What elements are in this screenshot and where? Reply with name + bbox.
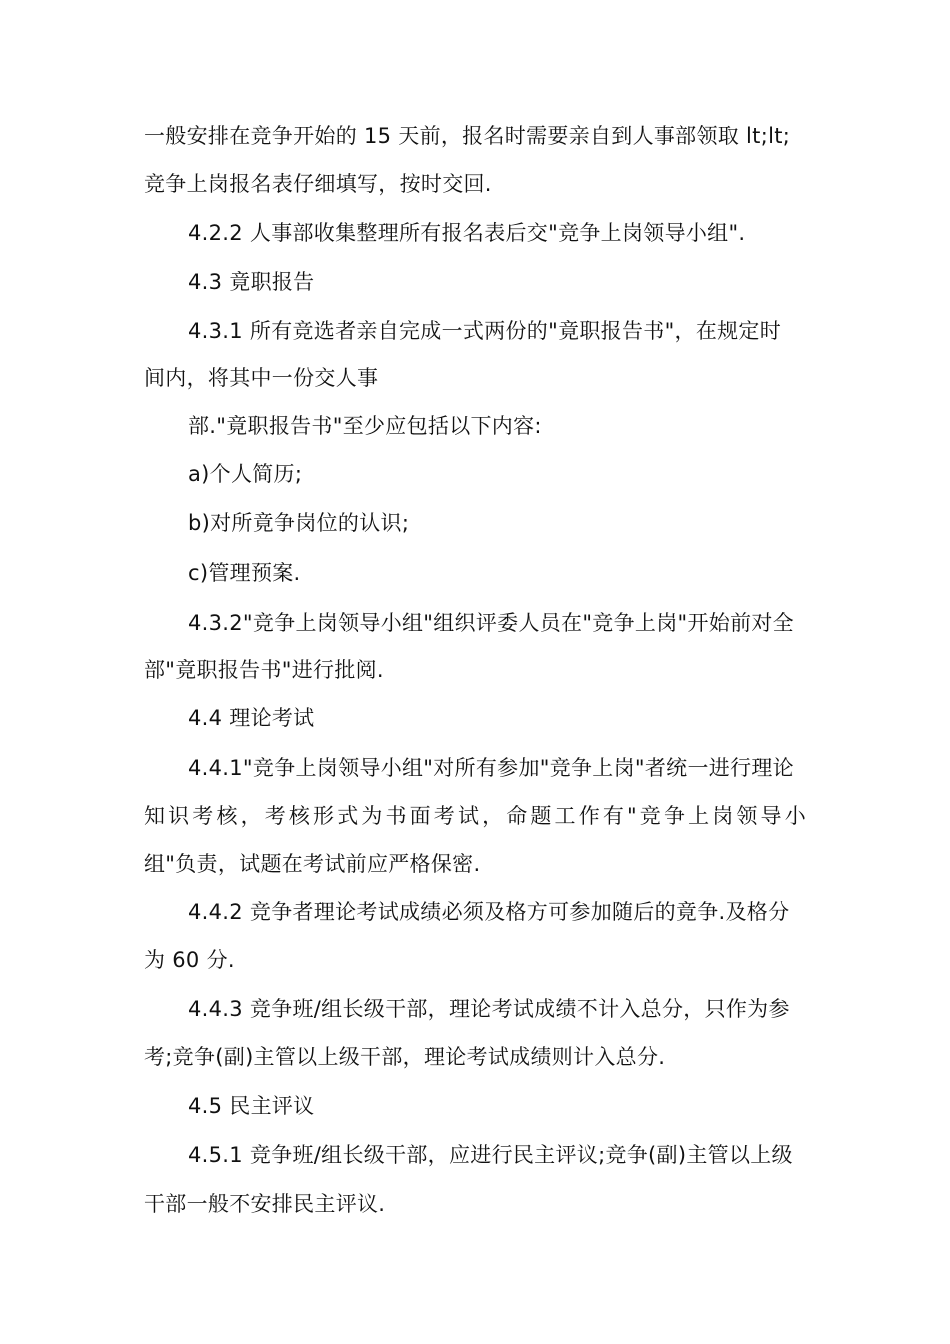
text-line: 考;竞争(副)主管以上级干部，理论考试成绩则计入总分.	[144, 1045, 666, 1069]
text-line: 部"竟职报告书"进行批阅.	[144, 658, 384, 682]
text-line: 4.2.2 人事部收集整理所有报名表后交"竞争上岗领导小组".	[188, 221, 746, 245]
list-item: b)对所竟争岗位的认识;	[188, 511, 410, 535]
text-line: 4.5.1 竞争班/组长级干部，应进行民主评议;竞争(副)主管以上级	[188, 1143, 793, 1167]
text-line: 为 60 分.	[144, 948, 235, 972]
text-line: 组"负责，试题在考试前应严格保密.	[144, 852, 481, 876]
text-line: 一般安排在竞争开始的 15 天前，报名时需要亲自到人事部领取 lt;lt;	[144, 124, 791, 148]
text-line: 4.4.3 竞争班/组长级干部，理论考试成绩不计入总分，只作为参	[188, 997, 790, 1021]
list-item: c)管理预案.	[188, 561, 301, 585]
text-line: 竞争上岗报名表仔细填写，按时交回.	[144, 172, 492, 196]
text-line: 干部一般不安排民主评议.	[144, 1192, 386, 1216]
text-line: 4.4.1"竞争上岗领导小组"对所有参加"竞争上岗"者统一进行理论	[188, 756, 794, 780]
section-heading: 4.4 理论考试	[188, 706, 315, 730]
text-line: 4.3.2"竞争上岗领导小组"组织评委人员在"竞争上岗"开始前对全	[188, 611, 794, 635]
text-line: 4.3.1 所有竞选者亲自完成一式两份的"竟职报告书"，在规定时	[188, 319, 782, 343]
list-item: a)个人简历;	[188, 462, 303, 486]
section-heading: 4.5 民主评议	[188, 1094, 315, 1118]
section-heading: 4.3 竟职报告	[188, 270, 315, 294]
text-line: 部."竟职报告书"至少应包括以下内容:	[188, 414, 542, 438]
text-line: 间内，将其中一份交人事	[144, 366, 379, 390]
text-line: 4.4.2 竞争者理论考试成绩必须及格方可参加随后的竟争.及格分	[188, 900, 790, 924]
text-line: 知识考核，考核形式为书面考试，命题工作有"竞争上岗领导小	[144, 804, 806, 828]
